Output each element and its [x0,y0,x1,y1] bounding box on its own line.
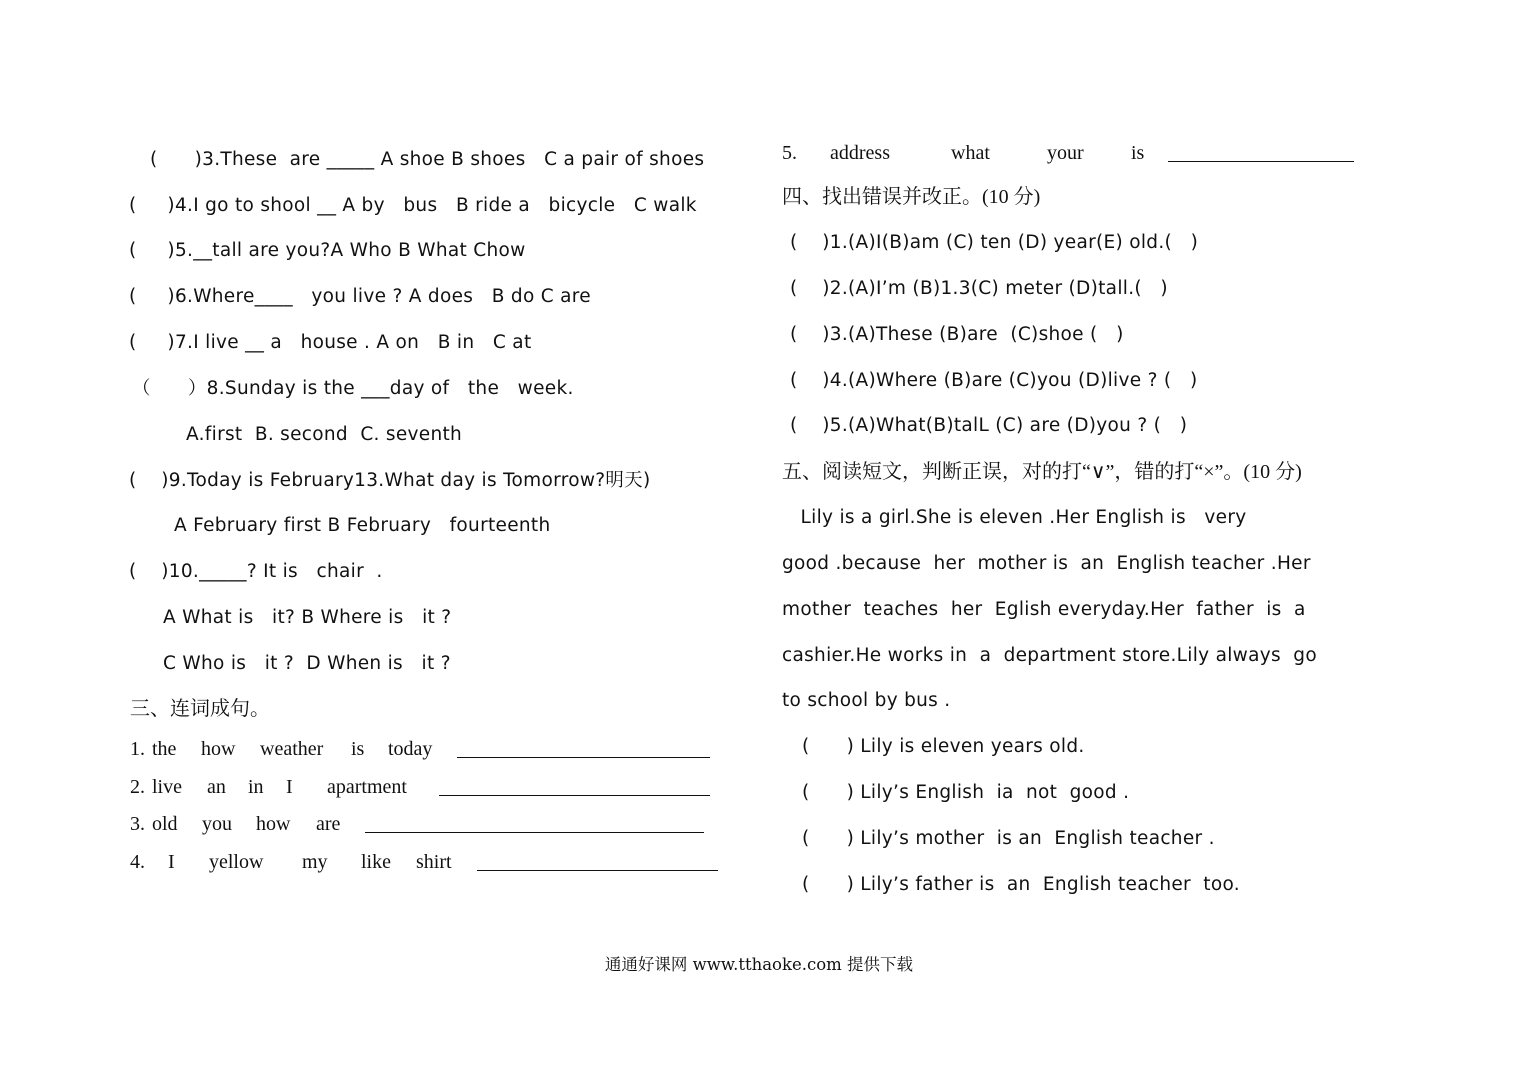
answer-blank[interactable] [439,795,710,796]
section-3-title: 三、连词成句。 [130,698,270,720]
error-question-3: ( )3.(A)These (B)are (C)shoe ( ) [790,324,1124,345]
question-10-options-ab: A What is it? B Where is it ? [163,607,452,628]
word: your [1047,142,1084,164]
question-7: ( )7.I live __ a house . A on B in C at [129,332,532,353]
section-4-title: 四、找出错误并改正。(10 分) [782,186,1041,208]
word: you [202,813,232,835]
word: shirt [416,851,452,873]
word: apartment [327,776,407,798]
question-8-options: A.first B. second C. seventh [186,424,463,445]
question-10: ( )10._____? It is chair . [129,561,383,582]
word: is [351,738,365,760]
answer-blank[interactable] [365,832,704,833]
footer-watermark: 通通好课网 www.tthaoke.com 提供下载 [604,955,914,974]
error-question-2: ( )2.(A)I’m (B)1.3(C) meter (D)tall.( ) [790,278,1168,299]
word: in [248,776,264,798]
row-number: 1. [130,738,145,760]
word: are [316,813,341,835]
word: yellow [209,851,264,873]
question-6: ( )6.Where____ you live ? A does B do C are [129,286,591,307]
passage-line-4: cashier.He works in a department store.Lily always go [782,645,1317,666]
error-question-5: ( )5.(A)What(B)talL (C) are (D)you ? ( ) [790,415,1188,436]
word: is [1131,142,1145,164]
answer-blank[interactable] [1168,161,1354,162]
row-number: 5. [782,142,797,164]
row-number: 4. [130,851,145,873]
word: old [152,813,178,835]
judge-question-3: ( ) Lily’s mother is an English teacher . [802,828,1215,849]
question-9: ( )9.Today is February13.What day is Tomorrow?明天) [129,470,651,491]
error-question-4: ( )4.(A)Where (B)are (C)you (D)live ? ( ) [790,370,1198,391]
answer-blank[interactable] [477,870,718,871]
word: weather [260,738,324,760]
word: how [256,813,291,835]
judge-question-2: ( ) Lily’s English ia not good . [802,782,1130,803]
question-3: ( )3.These are _____ A shoe B shoes C a pair of shoes [150,149,705,170]
section-5-title: 五、阅读短文，判断正误，对的打“∨”，错的打“×”。(10 分) [782,461,1302,483]
question-10-options-cd: C Who is it ? D When is it ? [163,653,451,674]
question-4: ( )4.I go to shool __ A by bus B ride a bicycle C walk [129,195,697,216]
passage-line-1: Lily is a girl.She is eleven .Her English is very [782,507,1247,528]
answer-blank[interactable] [457,757,710,758]
question-8: （ ）8.Sunday is the ___day of the week. [132,378,574,399]
passage-line-3: mother teaches her Eglish everyday.Her father is a [782,599,1306,620]
word: how [201,738,236,760]
word: what [951,142,990,164]
judge-question-1: ( ) Lily is eleven years old. [802,736,1085,757]
word: an [207,776,226,798]
word: my [302,851,328,873]
passage-line-2: good .because her mother is an English teacher .Her [782,553,1311,574]
word: I [168,851,175,873]
word: address [830,142,890,164]
question-9-options: A February first B February fourteenth [174,515,551,536]
word: live [152,776,182,798]
question-5: ( )5.__tall are you?A Who B What Chow [129,240,526,261]
word: like [361,851,391,873]
row-number: 3. [130,813,145,835]
passage-line-5: to school by bus . [782,690,951,711]
word: I [286,776,293,798]
word: the [152,738,177,760]
judge-question-4: ( ) Lily’s father is an English teacher too. [802,874,1240,895]
row-number: 2. [130,776,145,798]
error-question-1: ( )1.(A)I(B)am (C) ten (D) year(E) old.( ) [790,232,1199,253]
word: today [388,738,433,760]
